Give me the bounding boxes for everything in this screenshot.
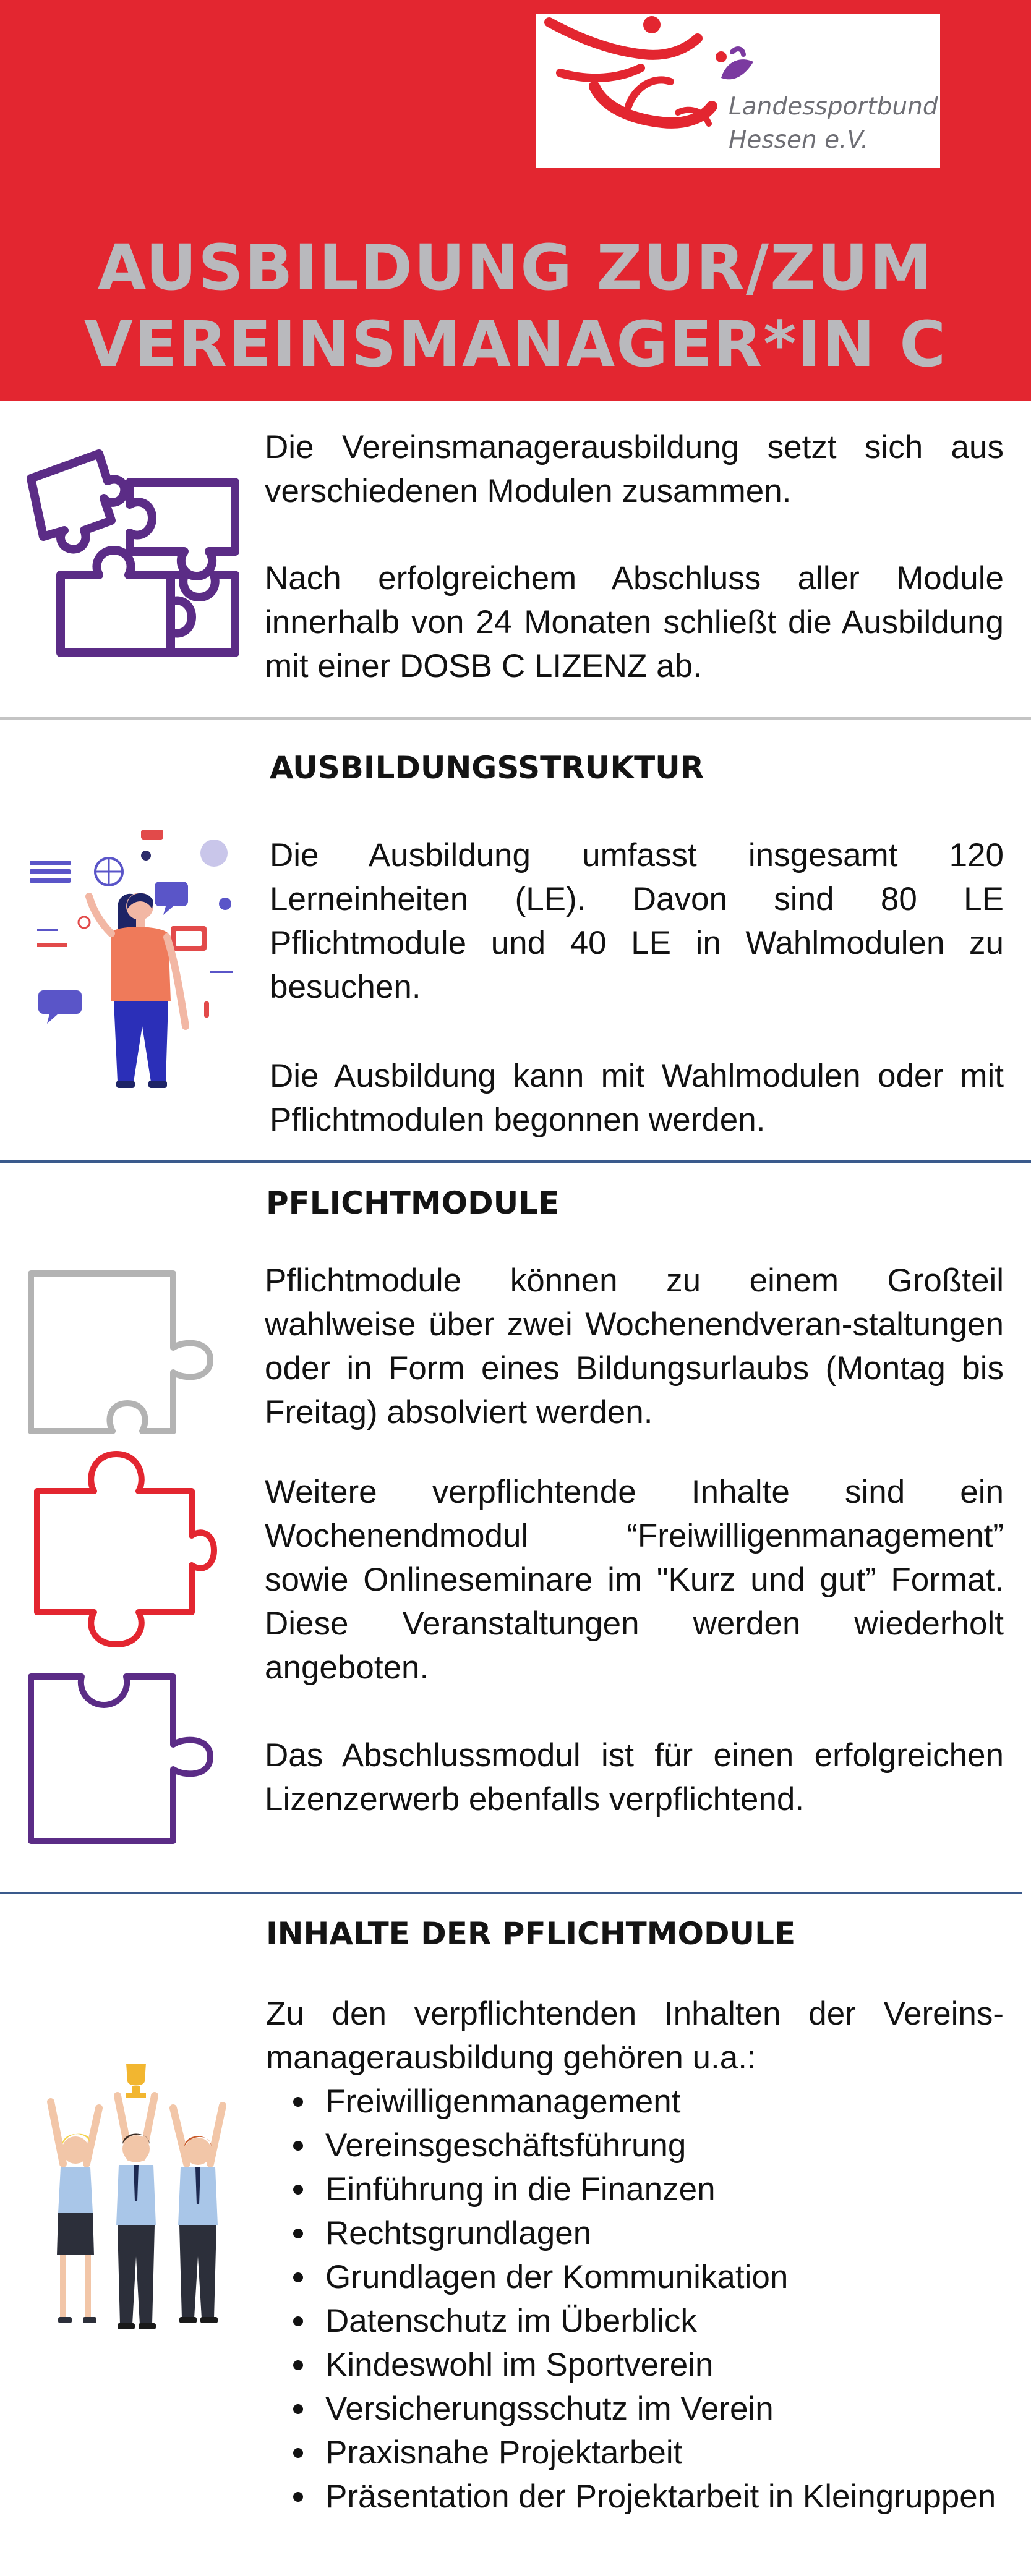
list-item-label: Vereinsgeschäftsführung [325, 2127, 687, 2164]
list-item [266, 2387, 1004, 2431]
list-item [266, 2167, 1004, 2211]
list-item-label: Praxisnahe Projektarbeit [325, 2434, 683, 2471]
logo-text [729, 90, 938, 157]
bullet-icon [293, 2229, 303, 2238]
list-item-label: Freiwilligenmanagement [325, 2083, 681, 2120]
list-item-label: Grundlagen der Kommunikation [325, 2259, 789, 2295]
struktur-heading: AUSBILDUNGSSTRUKTUR [270, 750, 704, 786]
logo-line-1: Landessportbund [729, 93, 938, 121]
inhalte-list [266, 2080, 1004, 2519]
bullet-icon [293, 2360, 303, 2370]
inhalte-heading: INHALTE DER PFLICHTMODULE [266, 1916, 796, 1952]
bullet-icon [293, 2141, 303, 2151]
pflicht-paragraph-1: Pflichtmodule können zu einem Großteil wahlweise über zwei Wochenendveran-staltungen oder in Form eines Bildungsurlaubs (Montag bis Freitag) absolviert werden. [265, 1262, 1004, 1430]
struktur-paragraph-1: Die Ausbildung umfasst insgesamt 120 Lerneinheiten (LE). Davon sind 80 LE Pflichtmodule und 40 LE in Wahlmodulen zu besuchen. [270, 837, 1004, 1005]
puzzle-piece-purple-icon [25, 1670, 223, 1856]
pflicht-heading: PFLICHTMODULE [266, 1185, 560, 1221]
logo-line-2: Hessen e.V. [729, 126, 869, 154]
list-item [266, 2475, 1004, 2519]
list-item [266, 2299, 1004, 2343]
list-item [266, 2255, 1004, 2299]
inhalte-intro: Zu den verpflichtenden Inhalten der Vereins-managerausbildung gehören u.a.: [266, 1996, 1004, 2076]
pflicht-paragraph-2: Weitere verpflichtende Inhalte sind ein Wochenendmodul “Freiwilligenmanagement” sowie Onlineseminare im "Kurz und gut” Format. Diese Veranstaltungen werden wiederholt angeboten. [265, 1474, 1004, 1686]
list-item-label: Einführung in die Finanzen [325, 2171, 716, 2208]
title-line-2: VEREINSMANAGER*IN C [83, 308, 948, 381]
list-item-label: Datenschutz im Überblick [325, 2303, 697, 2339]
puzzle-piece-red-icon [25, 1440, 223, 1651]
title-line-1: AUSBILDUNG ZUR/ZUM [97, 231, 934, 305]
list-item [266, 2123, 1004, 2167]
bullet-icon [293, 2272, 303, 2282]
list-item-label: Präsentation der Projektarbeit in Kleingruppen [325, 2478, 996, 2515]
bullet-icon [293, 2185, 303, 2195]
bullet-icon [293, 2448, 303, 2458]
list-item [266, 2431, 1004, 2475]
list-item [266, 2211, 1004, 2255]
list-item [266, 2080, 1004, 2123]
intro-paragraph-2: Nach erfolgreichem Abschluss aller Module innerhalb von 24 Monaten schließt die Ausbildung mit einer DOSB C LIZENZ ab. [265, 560, 1004, 684]
list-item [266, 2343, 1004, 2387]
divider [0, 717, 1031, 720]
bullet-icon [293, 2404, 303, 2414]
struktur-paragraph-2: Die Ausbildung kann mit Wahlmodulen oder mit Pflichtmodulen begonnen werden. [270, 1058, 1004, 1138]
bullet-icon [293, 2097, 303, 2107]
divider [0, 1160, 1031, 1163]
list-item-label: Kindeswohl im Sportverein [325, 2347, 714, 2383]
bullet-icon [293, 2492, 303, 2502]
team-celebrating-trophy-illustration [25, 2059, 247, 2361]
list-item-label: Rechtsgrundlagen [325, 2215, 592, 2251]
bullet-icon [293, 2316, 303, 2326]
intro-paragraph-1: Die Vereinsmanagerausbildung setzt sich aus verschiedenen Modulen zusammen. [265, 429, 1004, 509]
woman-social-media-illustration [25, 822, 254, 1094]
page-title [0, 230, 1031, 383]
pflicht-paragraph-3: Das Abschlussmodul ist für einen erfolgreichen Lizenzerwerb ebenfalls verpflichtend. [265, 1737, 1004, 1817]
puzzle-pieces-icon [25, 440, 247, 663]
list-item-label: Versicherungsschutz im Verein [325, 2391, 774, 2427]
divider [0, 1892, 1022, 1894]
puzzle-piece-grey-icon [25, 1267, 223, 1440]
